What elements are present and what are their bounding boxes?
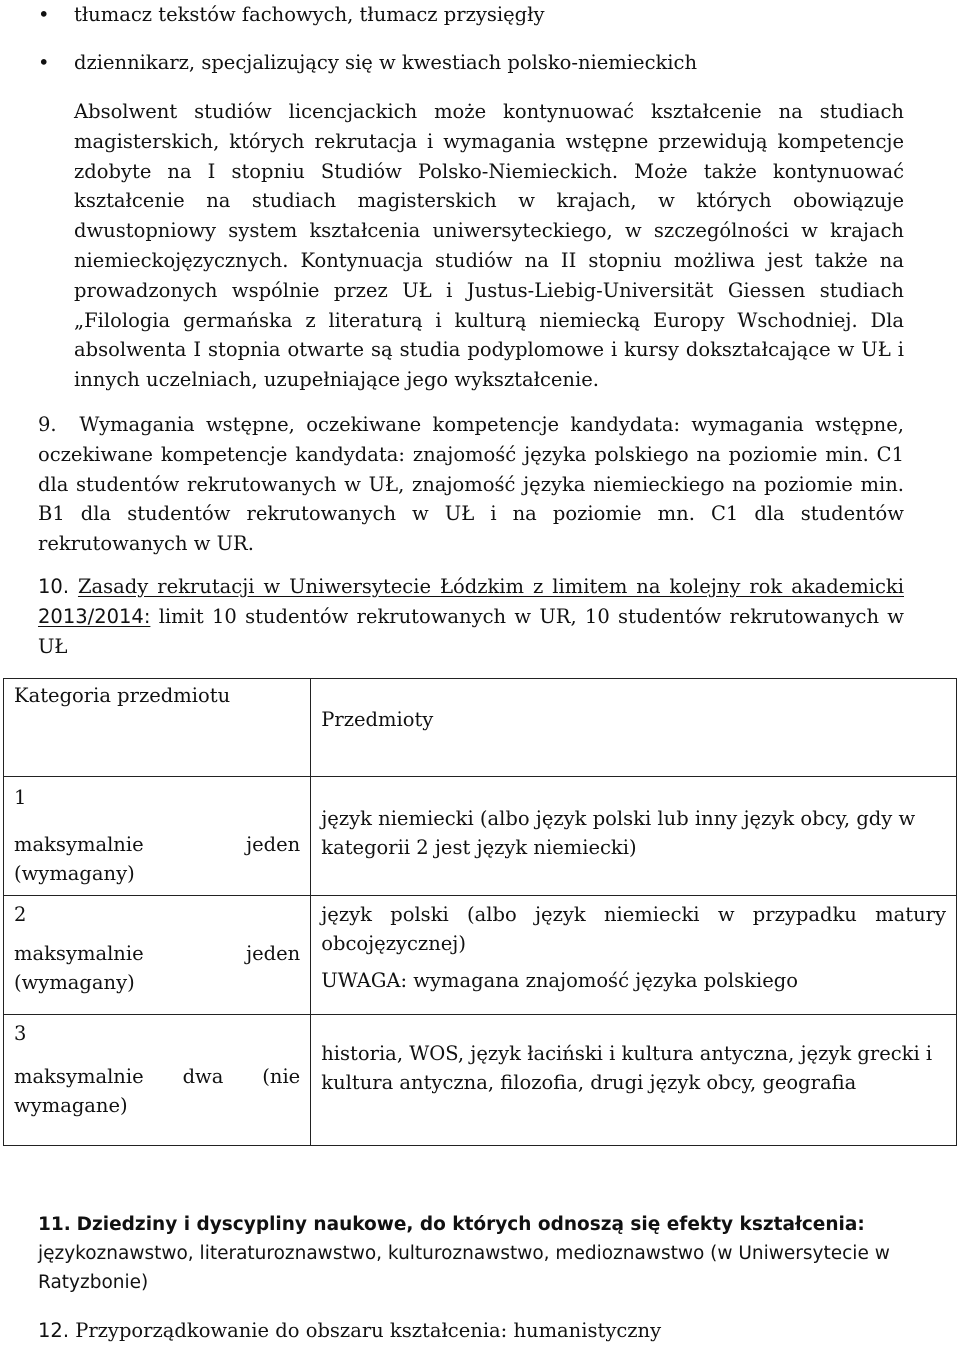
section-11-number: 11. [38,1214,71,1235]
section-9-body: wymagania wstępne, oczekiwane kompetencje kandydata: znajomość języka polskiego na poziomie min. C1 dla studentów rekrutowanych w UŁ, znajomość języka niemieckiego na poziomie min. B1 dla studentów rekrutowanych w UŁ i na poziomie mn. C1 dla studentów rekrutowanych w UR. [38,413,904,556]
section-9-number: 9. [38,413,57,436]
section-10-body: limit 10 studentów rekrutowanych w UR, 10 studentów rekrutowanych w UŁ [38,604,904,658]
category-requirement: (wymagany) [14,971,135,994]
section-10-number: 10. [38,575,70,598]
section-11-heading: Dziedziny i dyscypliny naukowe, do których odnoszą się efekty kształcenia: [76,1214,865,1235]
subjects-table [3,678,957,1146]
section-9-heading: Wymagania wstępne, oczekiwane kompetencje kandydata: [79,413,681,436]
subjects-note: UWAGA: wymagana znajomość języka polskiego [321,969,798,992]
section-9 [38,410,904,559]
table-header-category: Kategoria przedmiotu [4,679,311,777]
category-requirement: wymagane) [14,1094,128,1117]
section-10-year: 2013/2014: [38,604,151,628]
table-header-subjects: Przedmioty [311,679,957,777]
subjects-cell [311,896,957,1015]
category-limit: maksymalnie jeden [14,942,301,965]
subjects-text: historia, WOS, język łaciński i kultura antyczna, język grecki i kultura antyczna, filozofia, drugi język obcy, geografia [321,1042,933,1094]
category-limit: maksymalnie dwa (nie [14,1065,301,1088]
section-10-heading: Zasady rekrutacji w Uniwersytecie Łódzkim z limitem na kolejny rok akademicki [77,575,904,598]
section-12-body: humanistyczny [513,1319,662,1342]
section-10 [38,572,904,661]
section-12-number: 12. [38,1319,70,1342]
category-number: 1 [14,786,27,809]
section-12 [38,1316,904,1346]
section-11 [38,1210,904,1297]
category-limit: maksymalnie jeden [14,833,301,856]
category-number: 3 [14,1022,27,1045]
table-row [4,777,957,896]
category-cell [4,777,311,896]
subjects-text: język polski (albo język niemiecki w przypadku matury obcojęzycznej) [321,903,946,955]
subjects-text: język niemiecki (albo język polski lub inny język obcy, gdy w kategorii 2 jest język niemiecki) [321,807,916,859]
bullet-text: tłumacz tekstów fachowych, tłumacz przysięgły [74,3,545,26]
category-cell [4,1015,311,1146]
bullet-dot-icon: • [38,3,50,26]
subjects-cell [311,777,957,896]
table-row [4,1015,957,1146]
category-cell [4,896,311,1015]
category-requirement: (wymagany) [14,862,135,885]
table-row [4,896,957,1015]
graduate-paragraph: Absolwent studiów licencjackich może kontynuować kształcenie na studiach magisterskich, których rekrutacja i wymagania wstępne przewidują kompetencje zdobyte na I stopniu Studiów Polsko-Niemieckich. Może także kontynuować kształcenie na studiach magisterskich w krajach, w których obowiązuje dwustopniowy system kształcenia uniwersyteckiego, w szczególności w krajach niemieckojęzycznych. Kontynuacja studiów na II stopniu możliwa jest także na prowadzonych wspólnie przez UŁ i Justus-Liebig-Universität Giessen studiach „Filologia germańska z literaturą i kulturą niemiecką Europy Wschodniej. Dla absolwenta I stopnia otwarte są studia podyplomowe i kursy dokształcające w UŁ i innych uczelniach, uzupełniające jego wykształcenie. [74,100,904,392]
table-header-row [4,679,957,777]
bullet-dot-icon: • [38,51,50,74]
subjects-cell [311,1015,957,1146]
section-11-body: językoznawstwo, literaturoznawstwo, kulturoznawstwo, medioznawstwo (w Uniwersytecie w Ratyzbonie) [38,1243,890,1293]
category-number: 2 [14,903,27,926]
bullet-text: dziennikarz, specjalizujący się w kwestiach polsko-niemieckich [74,51,698,74]
section-12-heading: Przyporządkowanie do obszaru kształcenia: [75,1319,508,1342]
